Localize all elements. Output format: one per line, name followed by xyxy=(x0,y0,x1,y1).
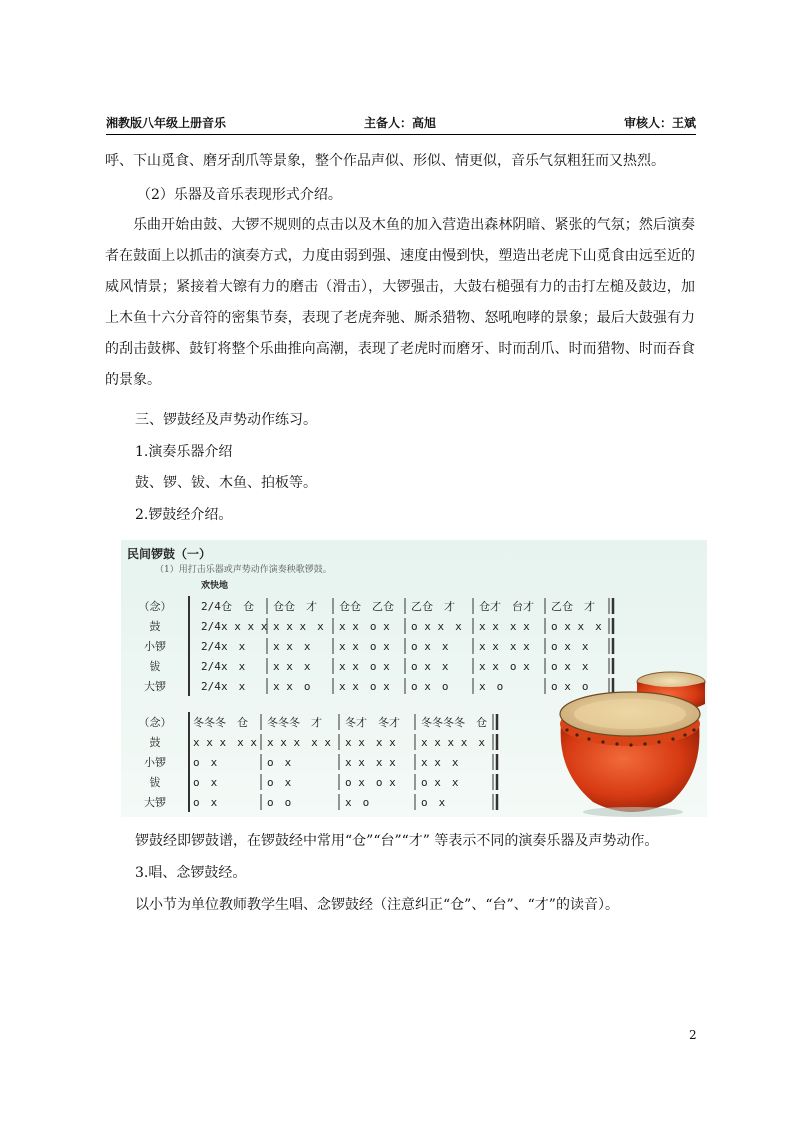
chant-instruction: 以小节为单位教师教学生唱、念锣鼓经（注意纠正“仓”、“台”、“才”的读音）。 xyxy=(135,897,619,913)
score-measure-cell: 乙仓 才 xyxy=(411,600,455,613)
score-row-label: 大锣 xyxy=(144,796,166,809)
score-row-label: 鼓 xyxy=(149,620,161,633)
score-measure-cell: 仓仓 才 xyxy=(273,600,317,613)
score-measure-cell: o x x xyxy=(411,640,449,653)
score-measure-cell: x x x xyxy=(273,660,311,673)
time-signature: 2/4 xyxy=(201,680,221,693)
score-measure-cell: x x x x x xyxy=(193,736,257,749)
header-reviewer: 审核人：王斌 xyxy=(623,116,696,130)
score-measure-cell: x x x xyxy=(273,640,311,653)
score-measure-cell: o x xyxy=(267,756,292,769)
score-measure-cell: o x o x xyxy=(345,776,396,789)
score-measure-cell: x x x x xyxy=(345,756,396,769)
score-subtitle: （1）用打击乐器或声势动作演奏秧歌锣鼓。 xyxy=(155,565,332,575)
score-figure xyxy=(121,540,707,817)
score-measure-cell: o x xyxy=(193,796,218,809)
score-row-label: （念） xyxy=(138,600,172,613)
score-measure-cell: o o xyxy=(267,796,292,809)
score-measure-cell: x x xyxy=(221,640,246,653)
subheading-instruments: （2）乐器及音乐表现形式介绍。 xyxy=(137,187,342,203)
score-measure-cell: x x x x xyxy=(273,620,324,633)
score-measure-cell: 冬冬冬 才 xyxy=(267,716,322,729)
score-row-label: 小锣 xyxy=(144,756,166,769)
header-preparer: 主备人：高旭 xyxy=(364,116,437,130)
instrument-list: 鼓、锣、钹、木鱼、拍板等。 xyxy=(135,475,317,491)
score-measure-cell: 仓仓 乙仓 xyxy=(339,600,394,613)
time-signature: 2/4 xyxy=(201,640,221,653)
score-row-label: 钹 xyxy=(149,660,161,673)
gongdrum-explanation: 锣鼓经即锣鼓谱，在锣鼓经中常用“仓”“台”“才” 等表示不同的演奏乐器及声势动作。 xyxy=(135,833,659,849)
score-measure-cell: x x o x xyxy=(479,660,530,673)
score-row-label: 小锣 xyxy=(144,640,166,653)
drum-illustration xyxy=(553,662,707,817)
score-row-label: （念） xyxy=(138,716,172,729)
section-heading-gongdrum: 三、锣鼓经及声势动作练习。 xyxy=(135,412,317,428)
score-measure-cell: x x x x x xyxy=(421,736,485,749)
paragraph-continuation: 呼、下山觅食、磨牙刮爪等景象，整个作品声似、形似、情更似，音乐气氛粗狂而又热烈。 xyxy=(105,153,665,169)
score-measure-cell: x x o x xyxy=(339,640,390,653)
paragraph-instruments-description: 乐曲开始由鼓、大锣不规则的点击以及木鱼的加入营造出森林阴暗、紧张的气氛；然后演奏者在鼓面上以抓击的演奏方式，力度由弱到强、速度由慢到快，塑造出老虎下山觅食由远至近的威风情景；紧接着大镲有力的磨击（滑击），大锣强击，大鼓右槌强有力的击打左槌及鼓边，加上木鱼十六分音符的密集节奏，表现了老虎奔驰、厮杀猎物、怒吼咆哮的景象；最后大鼓强有力的刮击鼓梆、鼓钉将整个乐曲推向高潮，表现了老虎时而磨牙、时而刮爪、时而猎物、时而吞食的景象。 xyxy=(105,217,695,388)
score-measure-cell: o x xyxy=(421,796,446,809)
score-measure-cell: x x x xyxy=(421,756,459,769)
item-heading-gongdrum: 2.锣鼓经介绍。 xyxy=(135,507,233,523)
score-measure-cell: 仓 仓 xyxy=(221,600,254,613)
score-tempo: 欢快地 xyxy=(201,581,229,591)
score-measure-cell: x o xyxy=(345,796,370,809)
score-measure-cell: x x o x xyxy=(339,660,390,673)
score-measure-cell: o x x xyxy=(551,660,589,673)
page-header xyxy=(106,112,696,135)
score-measure-cell: 冬冬冬 仓 xyxy=(193,716,248,729)
score-row-label: 鼓 xyxy=(149,736,161,749)
time-signature: 2/4 xyxy=(201,600,221,613)
score-measure-cell: x x o x xyxy=(339,680,390,693)
score-title: 民间锣鼓（一） xyxy=(127,547,212,561)
score-measure-cell: x x x x xyxy=(345,736,396,749)
score-measure-cell: o x x xyxy=(411,660,449,673)
score-measure-cell: x x x x xyxy=(479,640,530,653)
item-heading-chant: 3.唱、念锣鼓经。 xyxy=(135,865,247,881)
header-textbook: 湘教版八年级上册音乐 xyxy=(106,116,227,130)
time-signature: 2/4 xyxy=(201,620,221,633)
score-measure-cell: o x x x xyxy=(551,620,602,633)
score-system-1 xyxy=(139,596,614,696)
time-signature: 2/4 xyxy=(201,660,221,673)
score-measure-cell: x x xyxy=(221,660,246,673)
score-measure-cell: x x x x xyxy=(479,620,530,633)
score-measure-cell: o x xyxy=(193,756,218,769)
score-measure-cell: 冬冬冬冬 仓 xyxy=(421,716,487,729)
score-measure-cell: o x o xyxy=(551,680,589,693)
score-measure-cell: x x xyxy=(221,680,246,693)
score-measure-cell: o x xyxy=(267,776,292,789)
score-measure-cell: 仓才 台才 xyxy=(479,600,534,613)
score-measure-cell: 冬才 冬才 xyxy=(345,716,400,729)
score-measure-cell: o x x xyxy=(551,640,589,653)
score-measure-cell: x x x x xyxy=(221,620,268,633)
score-measure-cell: o x x xyxy=(421,776,459,789)
score-system-2 xyxy=(139,712,498,812)
item-heading-instruments: 1.演奏乐器介绍 xyxy=(135,444,233,460)
score-measure-cell: x x o x xyxy=(339,620,390,633)
score-measure-cell: o x xyxy=(193,776,218,789)
score-measure-cell: x o xyxy=(479,680,504,693)
score-measure-cell: o x o xyxy=(411,680,449,693)
score-measure-cell: 乙仓 才 xyxy=(551,600,595,613)
page-number: 2 xyxy=(689,1028,697,1042)
score-measure-cell: x x o xyxy=(273,680,311,693)
score-measure-cell: o x x x xyxy=(411,620,462,633)
score-row-label: 大锣 xyxy=(144,680,166,693)
score-row-label: 钹 xyxy=(149,776,161,789)
score-measure-cell: x x x x x xyxy=(267,736,331,749)
